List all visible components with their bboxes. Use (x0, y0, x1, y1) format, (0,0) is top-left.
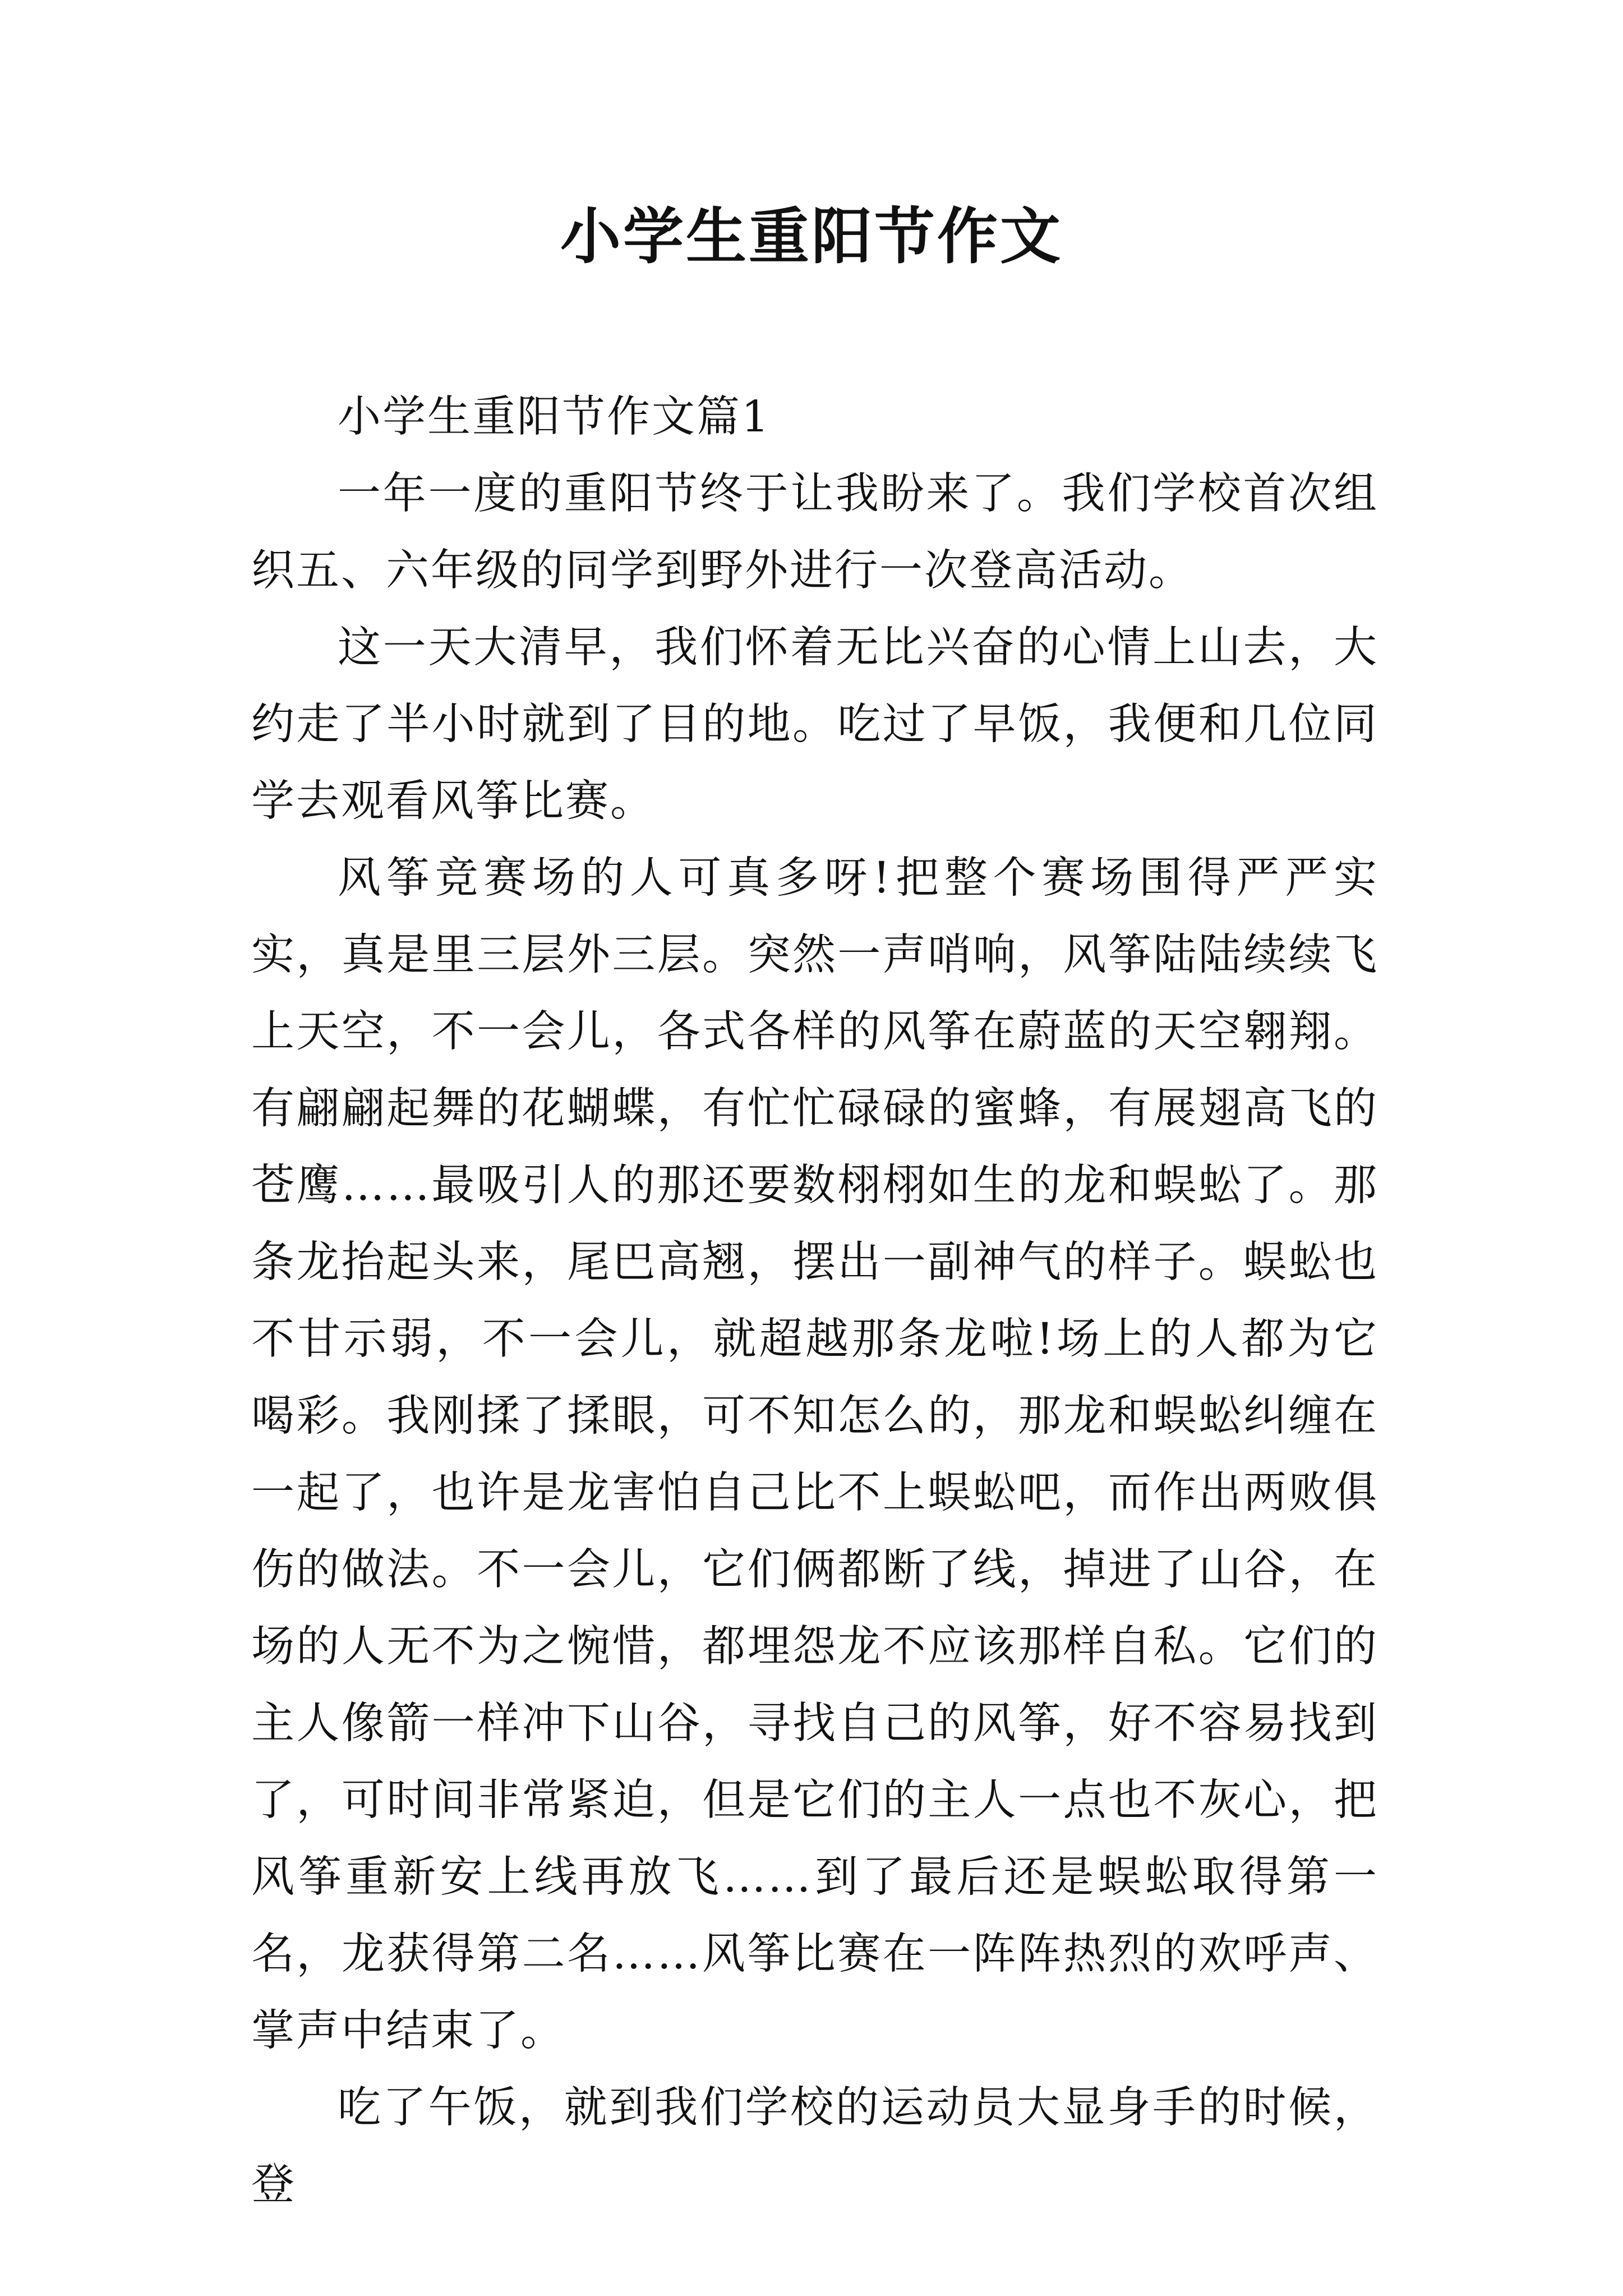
document-body (251, 379, 1378, 2223)
paragraph: 这一天大清早，我们怀着无比兴奋的心情上山去，大约走了半小时就到了目的地。吃过了早饭，我便和几位同学去观看风筝比赛。 (251, 623, 1378, 826)
paragraph: 风筝竞赛场的人可真多呀!把整个赛场围得严严实实，真是里三层外三层。突然一声哨响，风筝陆陆续续飞上天空，不一会儿，各式各样的风筝在蔚蓝的天空翱翔。有翩翩起舞的花蝴蝶，有忙忙碌碌的蜜蜂，有展翅高飞的苍鹰……最吸引人的那还要数栩栩如生的龙和蜈蚣了。那条龙抬起头来，尾巴高翘，摆出一副神气的样子。蜈蚣也不甘示弱，不一会儿，就超越那条龙啦!场上的人都为它喝彩。我刚揉了揉眼，可不知怎么的，那龙和蜈蚣纠缠在一起了，也许是龙害怕自己比不上蜈蚣吧，而作出两败俱伤的做法。不一会儿，它们俩都断了线，掉进了山谷，在场的人无不为之惋惜，都埋怨龙不应该那样自私。它们的主人像箭一样冲下山谷，寻找自己的风筝，好不容易找到了，可时间非常紧迫，但是它们的主人一点也不灰心，把风筝重新安上线再放飞……到了最后还是蜈蚣取得第一名，龙获得第二名……风筝比赛在一阵阵热烈的欢呼声、掌声中结束了。 (251, 853, 1378, 2056)
document-title: 小学生重阳节作文 (560, 201, 1063, 272)
paragraph: 一年一度的重阳节终于让我盼来了。我们学校首次组织五、六年级的同学到野外进行一次登高活动。 (251, 469, 1378, 596)
section-heading: 小学生重阳节作文篇1 (338, 392, 771, 442)
paragraph: 吃了午饭，就到我们学校的运动员大显身手的时候，登 (251, 2083, 1378, 2210)
